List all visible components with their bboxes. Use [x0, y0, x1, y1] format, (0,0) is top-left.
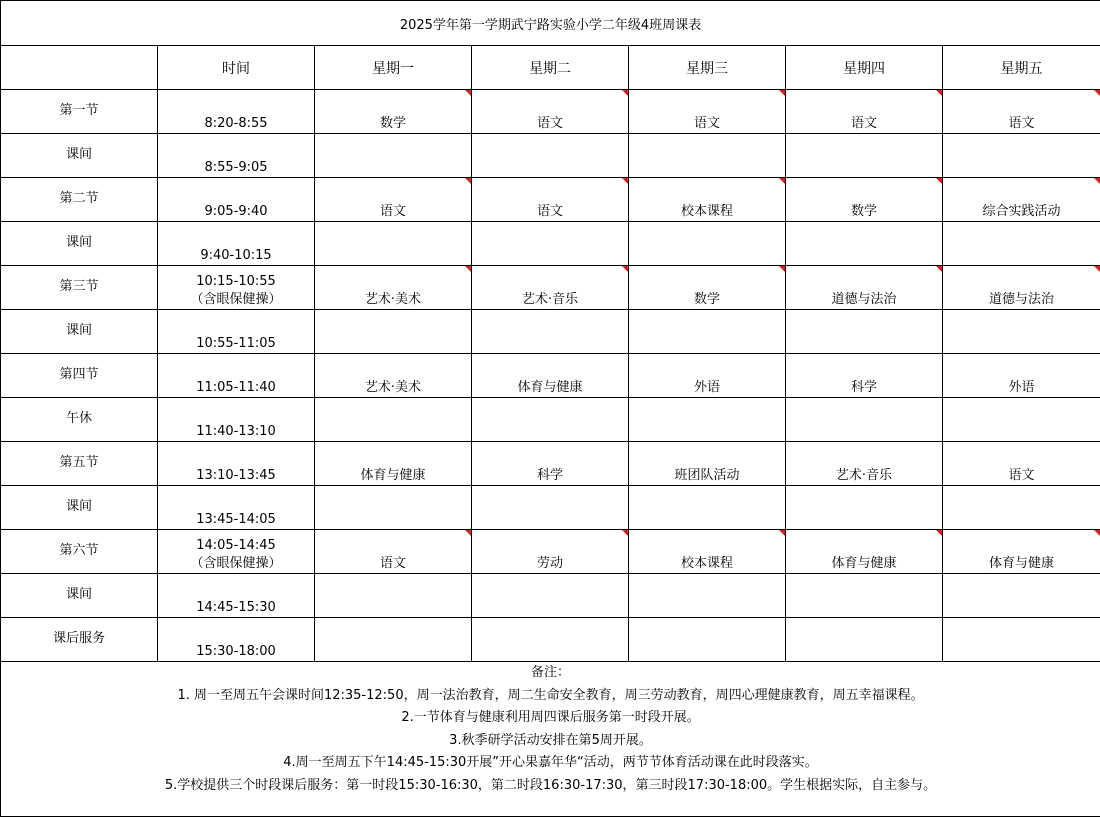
subject-cell-thursday[interactable]: [786, 574, 943, 618]
table-row: [1, 222, 1100, 266]
header-tuesday[interactable]: 星期二: [472, 46, 629, 90]
subject-cell-wednesday[interactable]: 校本课程: [629, 530, 786, 574]
header-thursday[interactable]: 星期四: [786, 46, 943, 90]
subject-cell-wednesday[interactable]: [629, 486, 786, 530]
header-monday[interactable]: 星期一: [315, 46, 472, 90]
subject-cell-friday[interactable]: 语文: [943, 90, 1100, 134]
subject-cell-friday[interactable]: [943, 310, 1100, 354]
header-wednesday[interactable]: 星期三: [629, 46, 786, 90]
subject-cell-monday[interactable]: [315, 398, 472, 442]
time-cell[interactable]: [158, 134, 315, 178]
subject-cell-wednesday[interactable]: 班团队活动: [629, 442, 786, 486]
note-line: 3.秋季研学活动安排在第5周开展。: [1, 730, 1100, 753]
period-cell[interactable]: [1, 530, 158, 574]
table-row: [1, 310, 1100, 354]
period-cell[interactable]: [1, 178, 158, 222]
subject-cell-wednesday[interactable]: 校本课程: [629, 178, 786, 222]
time-cell[interactable]: [158, 442, 315, 486]
note-line: 1. 周一至周五午会课时间12:35-12:50，周一法治教育，周二生命安全教育，周三劳动教育，周四心理健康教育，周五幸福课程。: [1, 685, 1100, 708]
subject-cell-monday[interactable]: 数学: [315, 90, 472, 134]
period-label: 课间: [1, 319, 157, 338]
subject-cell-friday[interactable]: [943, 574, 1100, 618]
subject-cell-wednesday[interactable]: 语文: [629, 90, 786, 134]
time-cell[interactable]: [158, 178, 315, 222]
table-row: [1, 398, 1100, 442]
subject-cell-tuesday[interactable]: [472, 134, 629, 178]
subject-cell-wednesday[interactable]: [629, 134, 786, 178]
time-cell[interactable]: [158, 398, 315, 442]
subject-cell-tuesday[interactable]: 科学: [472, 442, 629, 486]
period-cell[interactable]: [1, 266, 158, 310]
note-line: 4.周一至周五下午14:45-15:30开展”开心果嘉年华“活动，两节节体育活动课在此时段落实。: [1, 752, 1100, 775]
subject-cell-tuesday[interactable]: 体育与健康: [472, 354, 629, 398]
table-row: [1, 90, 1100, 134]
period-cell[interactable]: [1, 354, 158, 398]
notes-row: [1, 662, 1100, 817]
table-row: [1, 618, 1100, 662]
subject-cell-friday[interactable]: [943, 398, 1100, 442]
subject-cell-wednesday[interactable]: [629, 398, 786, 442]
subject-cell-tuesday[interactable]: [472, 574, 629, 618]
period-label: 午休: [1, 407, 157, 426]
time-cell[interactable]: [158, 574, 315, 618]
notes-heading: 备注：: [1, 662, 1100, 685]
period-cell[interactable]: [1, 134, 158, 178]
subject-cell-thursday[interactable]: 体育与健康: [786, 530, 943, 574]
period-label: 第四节: [1, 363, 157, 382]
subject-cell-friday[interactable]: [943, 618, 1100, 662]
table-row: [1, 486, 1100, 530]
time-cell[interactable]: [158, 266, 315, 310]
period-label: 课间: [1, 231, 157, 250]
time-range: 15:30-18:00: [158, 643, 314, 661]
subject-cell-thursday[interactable]: [786, 398, 943, 442]
period-label: 第二节: [1, 187, 157, 206]
subject-cell-wednesday[interactable]: [629, 222, 786, 266]
time-cell[interactable]: [158, 90, 315, 134]
time-cell[interactable]: [158, 618, 315, 662]
time-range: 10:55-11:05: [158, 335, 314, 353]
subject-cell-thursday[interactable]: [786, 310, 943, 354]
subject-cell-tuesday[interactable]: 语文: [472, 178, 629, 222]
subject-cell-monday[interactable]: [315, 618, 472, 662]
subject-cell-monday[interactable]: 体育与健康: [315, 442, 472, 486]
time-range: 8:55-9:05: [158, 159, 314, 177]
time-range: 11:05-11:40: [158, 379, 314, 397]
note-line: 5.学校提供三个时段课后服务：第一时段15:30-16:30，第二时段16:30-17:30，第三时段17:30-18:00。学生根据实际，自主参与。: [1, 775, 1100, 798]
subject-cell-wednesday[interactable]: 外语: [629, 354, 786, 398]
subject-cell-monday[interactable]: [315, 486, 472, 530]
header-time[interactable]: 时间: [158, 46, 315, 90]
subject-cell-tuesday[interactable]: [472, 618, 629, 662]
time-note: （含眼保健操）: [158, 555, 314, 573]
subject-cell-tuesday[interactable]: [472, 310, 629, 354]
time-range: 8:20-8:55: [158, 115, 314, 133]
subject-cell-tuesday[interactable]: 语文: [472, 90, 629, 134]
subject-cell-tuesday[interactable]: [472, 398, 629, 442]
period-cell[interactable]: [1, 486, 158, 530]
period-label: 课间: [1, 495, 157, 514]
time-note: （含眼保健操）: [158, 291, 314, 309]
subject-cell-thursday[interactable]: [786, 222, 943, 266]
subject-cell-monday[interactable]: [315, 222, 472, 266]
corner-cell[interactable]: [1, 46, 158, 90]
notes-cell[interactable]: [1, 662, 1100, 817]
time-cell[interactable]: [158, 222, 315, 266]
subject-cell-friday[interactable]: 外语: [943, 354, 1100, 398]
subject-cell-monday[interactable]: [315, 310, 472, 354]
subject-cell-thursday[interactable]: 科学: [786, 354, 943, 398]
subject-cell-monday[interactable]: 语文: [315, 178, 472, 222]
subject-cell-friday[interactable]: 综合实践活动: [943, 178, 1100, 222]
subject-cell-thursday[interactable]: 道德与法治: [786, 266, 943, 310]
subject-cell-monday[interactable]: 艺术·美术: [315, 354, 472, 398]
period-label: 第六节: [1, 539, 157, 558]
period-label: 第三节: [1, 275, 157, 294]
subject-cell-monday[interactable]: [315, 574, 472, 618]
period-cell[interactable]: [1, 310, 158, 354]
period-label: 课间: [1, 143, 157, 162]
subject-cell-thursday[interactable]: [786, 134, 943, 178]
period-label: 第一节: [1, 99, 157, 118]
period-cell[interactable]: [1, 90, 158, 134]
subject-cell-thursday[interactable]: [786, 486, 943, 530]
time-range: 14:05-14:45: [158, 537, 314, 555]
subject-cell-thursday[interactable]: 语文: [786, 90, 943, 134]
subject-cell-wednesday[interactable]: [629, 310, 786, 354]
time-range: 11:40-13:10: [158, 423, 314, 441]
table-row: [1, 266, 1100, 310]
table-row: [1, 178, 1100, 222]
period-cell[interactable]: [1, 618, 158, 662]
time-range: 13:10-13:45: [158, 467, 314, 485]
subject-cell-friday[interactable]: [943, 134, 1100, 178]
subject-cell-wednesday[interactable]: 数学: [629, 266, 786, 310]
subject-cell-monday[interactable]: [315, 134, 472, 178]
time-range: 13:45-14:05: [158, 511, 314, 529]
period-cell[interactable]: [1, 222, 158, 266]
subject-cell-wednesday[interactable]: [629, 618, 786, 662]
header-friday[interactable]: 星期五: [943, 46, 1100, 90]
subject-cell-friday[interactable]: 语文: [943, 442, 1100, 486]
period-label: 第五节: [1, 451, 157, 470]
subject-cell-friday[interactable]: [943, 222, 1100, 266]
subject-cell-monday[interactable]: 语文: [315, 530, 472, 574]
subject-cell-thursday[interactable]: 数学: [786, 178, 943, 222]
time-cell[interactable]: [158, 354, 315, 398]
subject-cell-thursday[interactable]: [786, 618, 943, 662]
time-range: 10:15-10:55: [158, 273, 314, 291]
subject-cell-wednesday[interactable]: [629, 574, 786, 618]
subject-cell-friday[interactable]: 体育与健康: [943, 530, 1100, 574]
table-row: [1, 354, 1100, 398]
time-cell[interactable]: [158, 530, 315, 574]
period-label: 课间: [1, 583, 157, 602]
period-label: 课后服务: [1, 627, 157, 646]
subject-cell-friday[interactable]: [943, 486, 1100, 530]
subject-cell-tuesday[interactable]: [472, 486, 629, 530]
header-row: [1, 46, 1100, 90]
subject-cell-monday[interactable]: 艺术·美术: [315, 266, 472, 310]
subject-cell-tuesday[interactable]: [472, 222, 629, 266]
table-row: [1, 574, 1100, 618]
time-cell[interactable]: [158, 310, 315, 354]
table-row: [1, 442, 1100, 486]
time-range: 9:40-10:15: [158, 247, 314, 265]
table-row: [1, 530, 1100, 574]
subject-cell-friday[interactable]: 道德与法治: [943, 266, 1100, 310]
time-cell[interactable]: [158, 486, 315, 530]
note-line: 2.一节体育与健康利用周四课后服务第一时段开展。: [1, 707, 1100, 730]
subject-cell-thursday[interactable]: 艺术·音乐: [786, 442, 943, 486]
time-range: 9:05-9:40: [158, 203, 314, 221]
table-row: [1, 134, 1100, 178]
period-cell[interactable]: [1, 398, 158, 442]
subject-cell-tuesday[interactable]: 艺术·音乐: [472, 266, 629, 310]
subject-cell-tuesday[interactable]: 劳动: [472, 530, 629, 574]
time-range: 14:45-15:30: [158, 599, 314, 617]
page-title[interactable]: 2025学年第一学期武宁路实验小学二年级4班周课表: [1, 1, 1100, 46]
period-cell[interactable]: [1, 442, 158, 486]
period-cell[interactable]: [1, 574, 158, 618]
